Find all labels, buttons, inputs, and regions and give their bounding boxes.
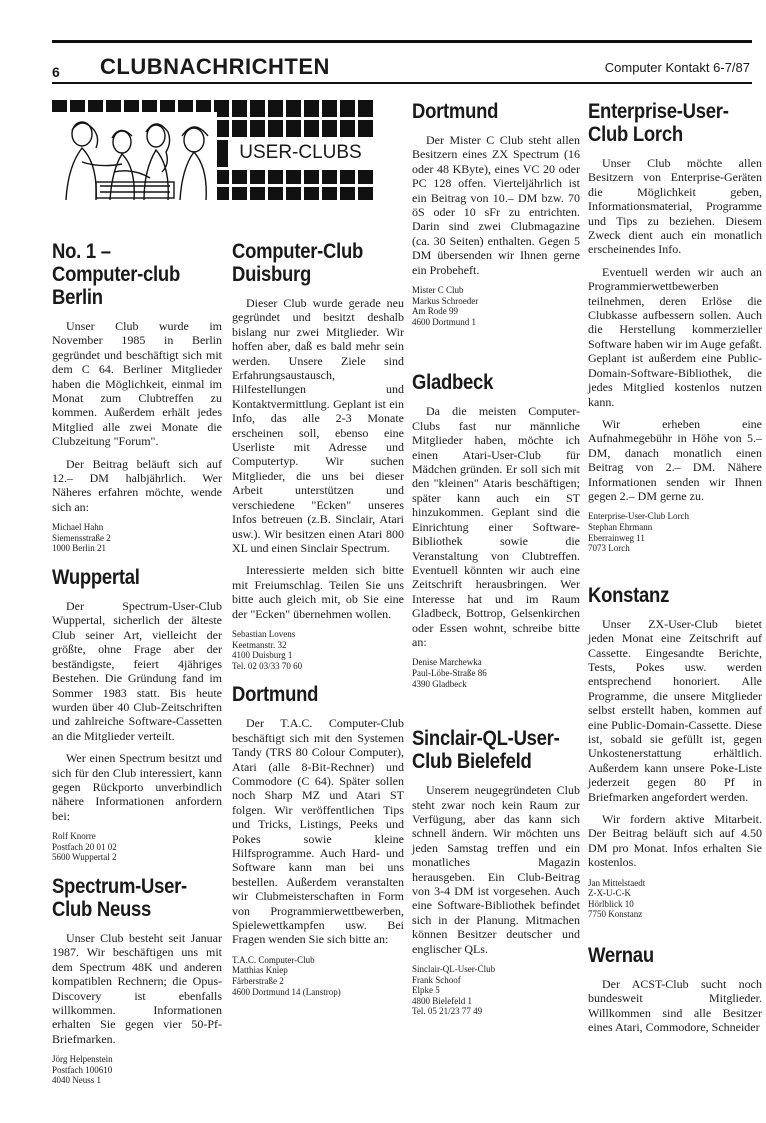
address-line: 4800 Bielefeld 1: [412, 995, 472, 1006]
address-line: Enterprise-User-Club Lorch: [588, 511, 690, 522]
article-paragraph: Der Beitrag beläuft sich auf 12.– DM halbjährlich. Wer Näheres erfahren möchte, wende sich an:: [52, 456, 222, 514]
article-bielefeld: [412, 727, 580, 1017]
address-line: Mister C Club: [412, 285, 464, 296]
article-paragraph: Da die meisten Computer-Clubs fast nur männliche Mitglieder haben, möchte ich einen Atari-User-Club für Mädchen gründen. Er soll sich mit den "kleinen" Ataris beschäftigen; später kann auch ein ST hinzukommen. Geplant sind die Einrichtung einer Software-Bibliothek sowie die Veranstaltung von Clubtreffen. Eventuell könnten wir auch eine Zeitschrift herausbringen. Wer Interesse hat und im Raum Gladbeck, Bottrop, Gelsenkirchen oder Essen wohnt, schreibe bitte an:: [412, 404, 580, 649]
address-line: 4600 Dortmund 14 (Lanstrop): [232, 986, 341, 997]
address-line: Michael Hahn: [52, 522, 104, 533]
address-line: Hörlblick 10: [588, 898, 634, 909]
contact-address: [412, 285, 580, 327]
article-title: Wuppertal: [52, 566, 140, 590]
article-paragraph: Der Spectrum-User-Club Wuppertal, sicherlich der älteste Club seiner Art, vielleicht der größte, ohne Frage aber der beständigste, feiert 4jähriges Bestehen. Die Gründung fand im Sommer 1983 statt. Bis heute wurden über 40 Club-Zeitschriften und zahlreiche Software-Cassetten an die Mitglieder verteilt.: [52, 599, 222, 743]
address-line: T.A.C. Computer-Club: [232, 954, 315, 965]
address-line: Postfach 20 01 02: [52, 841, 117, 852]
article-paragraph: Unser Club besteht seit Januar 1987. Wir beschäftigen uns mit dem Spectrum 48K und anderen kompatiblen Rechnern; die Opus-Discovery ist ebenfalls willkommen. Informationen erhalten Sie gegen vier 50-Pf-Briefmarken.: [52, 930, 222, 1046]
address-line: Paul-Löbe-Straße 86: [412, 667, 487, 678]
address-line: Markus Schroeder: [412, 295, 479, 306]
article-title: Gladbeck: [412, 371, 494, 395]
article-gladbeck: [412, 371, 580, 689]
address-line: 4040 Neuss 1: [52, 1075, 101, 1086]
address-line: Jörg Helpenstein: [52, 1054, 113, 1065]
article-title: Wernau: [588, 944, 654, 967]
article-dortmund-misterc: [412, 100, 580, 327]
article-paragraph: Eventuell werden wir auch an Programmierwettbewerben teilnehmen, deren Erlöse die Clubkasse aufbessern sollen. Auch die Herstellung kommerzieller Software haben wir im Auge gefaßt. Geplant ist außerdem eine Public-Domain-Software-Bibliothek, die jedes Mitglied kostenlos nutzen kann.: [588, 264, 762, 409]
article-wuppertal: [52, 566, 222, 863]
address-line: Stephan Ehrmann: [588, 521, 653, 532]
address-line: Sebastian Lovens: [232, 628, 296, 639]
address-line: Tel. 02 03/33 70 60: [232, 660, 303, 671]
article-neuss: [52, 875, 222, 1086]
address-line: Matthias Kniep: [232, 965, 288, 976]
article-lorch: [588, 100, 762, 554]
people-illustration: [52, 112, 217, 200]
article-paragraph: Der Mister C Club steht allen Besitzern eines ZX Spectrum (16 oder 48 KByte), eines VC 20 oder PC 128 offen. Vierteljährlich ist ein Beitrag von 10.– DM bzw. 70 öS oder 10 sFr zu entrichten. Darin sind zwei Clubmagazine (ca. 30 Seiten) enthalten. Gegen 5 DM übersenden wir Ihnen gerne ein Probeheft.: [412, 133, 580, 277]
logo-label: USER-CLUBS: [228, 139, 373, 167]
section-title: CLUBNACHRICHTEN: [100, 54, 330, 79]
address-line: Färberstraße 2: [232, 976, 284, 986]
contact-address: [52, 1054, 222, 1086]
user-clubs-logo: [52, 100, 374, 200]
article-paragraph: Dieser Club wurde gerade neu gegründet und besitzt deshalb bislang nur zwei Mitglieder. Wir hoffen aber, daß es bald mehr sein werden. Unsere Ziele sind Erfahrungsaustausch, Hilfestellungen und Kontaktvermittlung. Geplant ist ein Info, das alle 2-3 Monate erscheinen soll, ebenso eine Userliste mit Adresse und Computertyp. Wir suchen Mitglieder, die uns bei dieser Arbeit unterstützen und verschiedene "Ecken" unseres Infos betreuen (z.B. Sinclair, Atari usw.). Wir besitzen einen Atari 800 XL und einen Sinclair Spectrum.: [232, 296, 404, 555]
column-4: [588, 100, 762, 1043]
contact-address: [232, 955, 404, 997]
column-1: [52, 240, 222, 1098]
article-paragraph: Der T.A.C. Computer-Club beschäftigt sich mit den Systemen Tandy (TRS 80 Colour Computer), Atari (alle 8-Bit-Rechner) und Commodore (C 64). Später sollen noch Sharp MZ und Atari ST folgen. Wir veröffentlichen Tips und Tricks, Listings, Peeks und Pokes sowie kleine Hilfsprogramme. Auch Hard- und Software kann man bei uns bestellen. Außerdem veranstalten wir Clubmeisterschaften in Form von Programmierwettbewerben, Spielewettkampfen usw. Bei Fragen wenden Sie sich bitte an:: [232, 716, 404, 947]
article-paragraph: Unser Club wurde im November 1985 in Berlin gegründet und beschäftigt sich mit dem C 64. Berliner Mitglieder haben die Möglichkeit, einmal im Monat zum Clubtreffen zu kommen. Außerdem erhält jedes Mitglied alle zwei Monate die Clubzeitung "Forum".: [52, 319, 222, 449]
address-line: 4100 Duisburg 1: [232, 650, 293, 661]
article-konstanz: [588, 584, 762, 920]
contact-address: [588, 511, 762, 553]
page-header: [52, 54, 752, 84]
address-line: 5600 Wuppertal 2: [52, 852, 117, 863]
address-line: Eberrainweg 11: [588, 532, 645, 543]
issue-label: Computer Kontakt 6-7/87: [604, 60, 750, 75]
article-paragraph: Unser Club möchte allen Besitzern von Enterprise-Geräten die Möglichkeit geben, Informationsmaterial, Programme und Tips zu beziehen. Diesem Zweck dient auch ein monatlich erscheinendes Info.: [588, 156, 762, 257]
contact-address: [232, 629, 404, 671]
article-title: Dortmund: [412, 100, 499, 123]
column-2: [232, 240, 404, 1009]
article-dortmund-tac: [232, 683, 404, 997]
address-line: 4600 Dortmund 1: [412, 316, 476, 327]
contact-address: [52, 522, 222, 554]
address-line: 1000 Berlin 21: [52, 543, 106, 554]
address-line: 7750 Konstanz: [588, 909, 643, 920]
article-paragraph: Unser ZX-User-Club bietet jeden Monat eine Zeitschrift auf Cassette. Eingesandte Berichte, Tests, Pokes usw. werden entsprechend honoriert. Alle Programme, die unsere Mitglieder selbst erstellt haben, kommen auf eine Public-Domain-Cassette. Diese ist, sobald sie gefüllt ist, gegen Unkostenerstattung erhältlich. Außerdem kann unsere Poke-Liste jederzeit gegen 80 Pf in Briefmarken angefordert werden.: [588, 616, 762, 804]
article-title: Computer-Club Duisburg: [232, 240, 364, 286]
article-title: Spectrum-User-Club Neuss: [52, 874, 187, 921]
address-line: Elpke 5: [412, 985, 440, 996]
contact-address: [412, 657, 580, 689]
article-paragraph: Wer einen Spectrum besitzt und sich für den Club interessiert, kann gegen Rückporto unverbindlich nähere Informationen anfordern bei:: [52, 751, 222, 823]
contact-address: [52, 831, 222, 863]
article-paragraph: Wir erheben eine Aufnahmegebühr in Höhe von 5.– DM, danach monatlich einen Beitrag von 2.– DM. Nähere Informationen senden wir Ihnen gegen 2.– DM gerne zu.: [588, 416, 762, 503]
address-line: Jan Mittelstaedt: [588, 877, 646, 888]
address-line: 7073 Lorch: [588, 543, 630, 554]
column-3: [412, 100, 580, 1029]
page-number: 6: [52, 64, 60, 80]
article-paragraph: Interessierte melden sich bitte mit Freiumschlag. Teilen Sie uns bitte auch gleich mit, ob Sie eine der "Ecken" übernehmen wollen.: [232, 563, 404, 621]
article-title: Enterprise-User-Club Lorch: [588, 100, 729, 146]
contact-address: [588, 878, 762, 920]
contact-address: [412, 964, 580, 1017]
address-line: Frank Schoof: [412, 974, 461, 985]
address-line: Am Rode 99: [412, 306, 458, 317]
address-line: Keetmanstr. 32: [232, 639, 287, 650]
address-line: Sinclair-QL-User-Club: [412, 964, 496, 974]
address-line: Denise Marchewka: [412, 657, 482, 668]
address-line: 4390 Gladbeck: [412, 678, 467, 689]
article-title: Dortmund: [232, 683, 319, 707]
article-title: No. 1 – Computer-club Berlin: [52, 240, 180, 309]
address-line: Siemensstraße 2: [52, 532, 111, 543]
article-paragraph: Der ACST-Club sucht noch bundesweit Mitglieder. Willkommen sind alle Besitzer eines Atari, Commodore, Schneider: [588, 977, 762, 1035]
article-berlin: [52, 240, 222, 554]
address-line: Postfach 100610: [52, 1064, 113, 1075]
article-title: Konstanz: [588, 583, 670, 607]
address-line: Tel. 05 21/23 77 49: [412, 1006, 483, 1017]
article-wernau: [588, 944, 762, 1035]
article-title: Sinclair-QL-User-Club Bielefeld: [412, 727, 560, 774]
address-line: Z-X-U-C-K: [588, 888, 631, 899]
article-duisburg: [232, 240, 404, 671]
article-paragraph: Wir fordern aktive Mitarbeit. Der Beitrag beläuft sich auf 4.50 DM pro Monat. Infos erhalten Sie kostenlos.: [588, 812, 762, 870]
address-line: Rolf Knorre: [52, 831, 96, 842]
article-paragraph: Unserem neugegründeten Club steht zwar noch kein Raum zur Verfügung, aber das kann sich schnell ändern. Wir möchten uns jeden Samstag treffen und ein monatliches Magazin herausgeben. Ein Club-Beitrag von 3-4 DM ist vorgesehen. Auch eine Software-Bibliothek befindet sich in der Planung. Mitmachen können Besitzer deutscher und englischer QLs.: [412, 783, 580, 956]
top-rule: [52, 40, 752, 43]
